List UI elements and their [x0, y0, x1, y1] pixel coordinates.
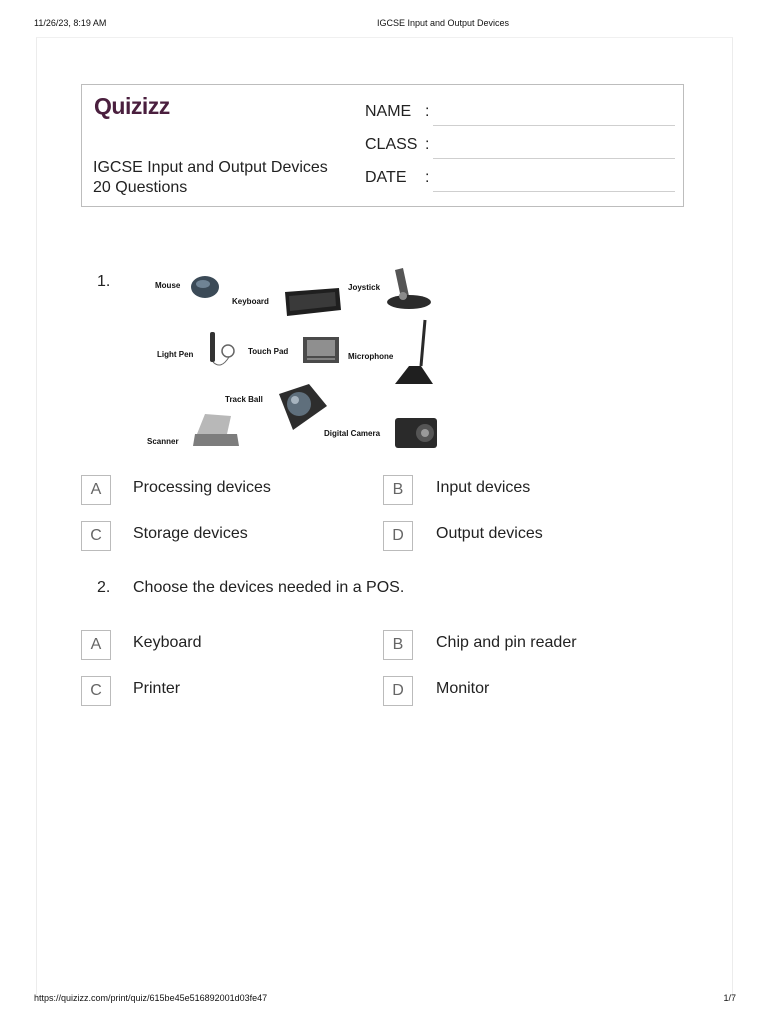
q2-option-a-text[interactable]: Keyboard — [133, 634, 202, 651]
class-field[interactable] — [365, 136, 675, 160]
touch-pad-label: Touch Pad — [248, 347, 289, 356]
q1-option-a-text[interactable]: Processing devices — [133, 479, 271, 496]
track-ball-label: Track Ball — [225, 395, 263, 404]
digital-camera-label: Digital Camera — [324, 429, 381, 438]
class-label: CLASS — [365, 136, 418, 153]
q2-option-d-letter[interactable]: D — [383, 676, 413, 706]
q1-option-c-letter[interactable]: C — [81, 521, 111, 551]
q2-option-c-text[interactable]: Printer — [133, 680, 181, 697]
q1-option-a-letter[interactable]: A — [81, 475, 111, 505]
q2-option-b-letter[interactable]: B — [383, 630, 413, 660]
name-colon: : — [425, 103, 430, 120]
print-header — [0, 18, 768, 34]
name-line — [433, 125, 675, 126]
keyboard-picture — [285, 288, 341, 316]
name-field[interactable] — [365, 103, 675, 127]
q2-option-b-text[interactable]: Chip and pin reader — [436, 634, 577, 651]
touch-pad-picture — [303, 337, 339, 363]
print-datetime: 11/26/23, 8:19 AM — [34, 18, 107, 28]
q2-option-d-text[interactable]: Monitor — [436, 680, 490, 697]
quizizz-logo: Quizizz — [94, 93, 170, 119]
quiz-header-box — [81, 84, 684, 207]
mouse-label: Mouse — [155, 281, 181, 290]
q1-option-d-letter[interactable]: D — [383, 521, 413, 551]
microphone-picture — [395, 320, 433, 384]
q1-option-d-text[interactable]: Output devices — [436, 525, 543, 542]
date-colon: : — [425, 169, 430, 186]
mouse-picture — [191, 276, 219, 298]
joystick-picture — [387, 268, 431, 309]
print-url: https://quizizz.com/print/quiz/615be45e516892001d03fe47 — [34, 993, 268, 1003]
name-label: NAME — [365, 103, 412, 120]
q2-option-a-letter[interactable]: A — [81, 630, 111, 660]
input-devices-figure — [143, 266, 441, 454]
keyboard-label: Keyboard — [232, 297, 269, 306]
q2-option-c-letter[interactable]: C — [81, 676, 111, 706]
light-pen-picture — [210, 332, 234, 365]
question-2-number: 2. — [97, 579, 111, 596]
quiz-title: IGCSE Input and Output Devices — [93, 159, 328, 176]
q1-option-b-text[interactable]: Input devices — [436, 479, 531, 496]
digital-camera-picture — [395, 418, 437, 448]
question-2-text: Choose the devices needed in a POS. — [133, 579, 405, 596]
q1-option-b-letter[interactable]: B — [383, 475, 413, 505]
date-field[interactable] — [365, 169, 675, 193]
date-line — [433, 191, 675, 192]
light-pen-label: Light Pen — [157, 350, 194, 359]
class-line — [433, 158, 675, 159]
scanner-picture — [193, 414, 239, 446]
print-doc-title: IGCSE Input and Output Devices — [376, 18, 510, 28]
date-label: DATE — [365, 169, 407, 186]
question-1-number: 1. — [97, 273, 111, 290]
question-count: 20 Questions — [93, 179, 188, 196]
class-colon: : — [425, 136, 430, 153]
q1-option-c-text[interactable]: Storage devices — [133, 525, 248, 542]
track-ball-picture — [279, 384, 327, 430]
print-footer — [0, 993, 768, 1009]
input-devices-illustration — [143, 266, 441, 454]
joystick-label: Joystick — [348, 283, 381, 292]
scanner-label: Scanner — [147, 437, 179, 446]
page-number: 1/7 — [723, 993, 736, 1003]
microphone-label: Microphone — [348, 352, 394, 361]
